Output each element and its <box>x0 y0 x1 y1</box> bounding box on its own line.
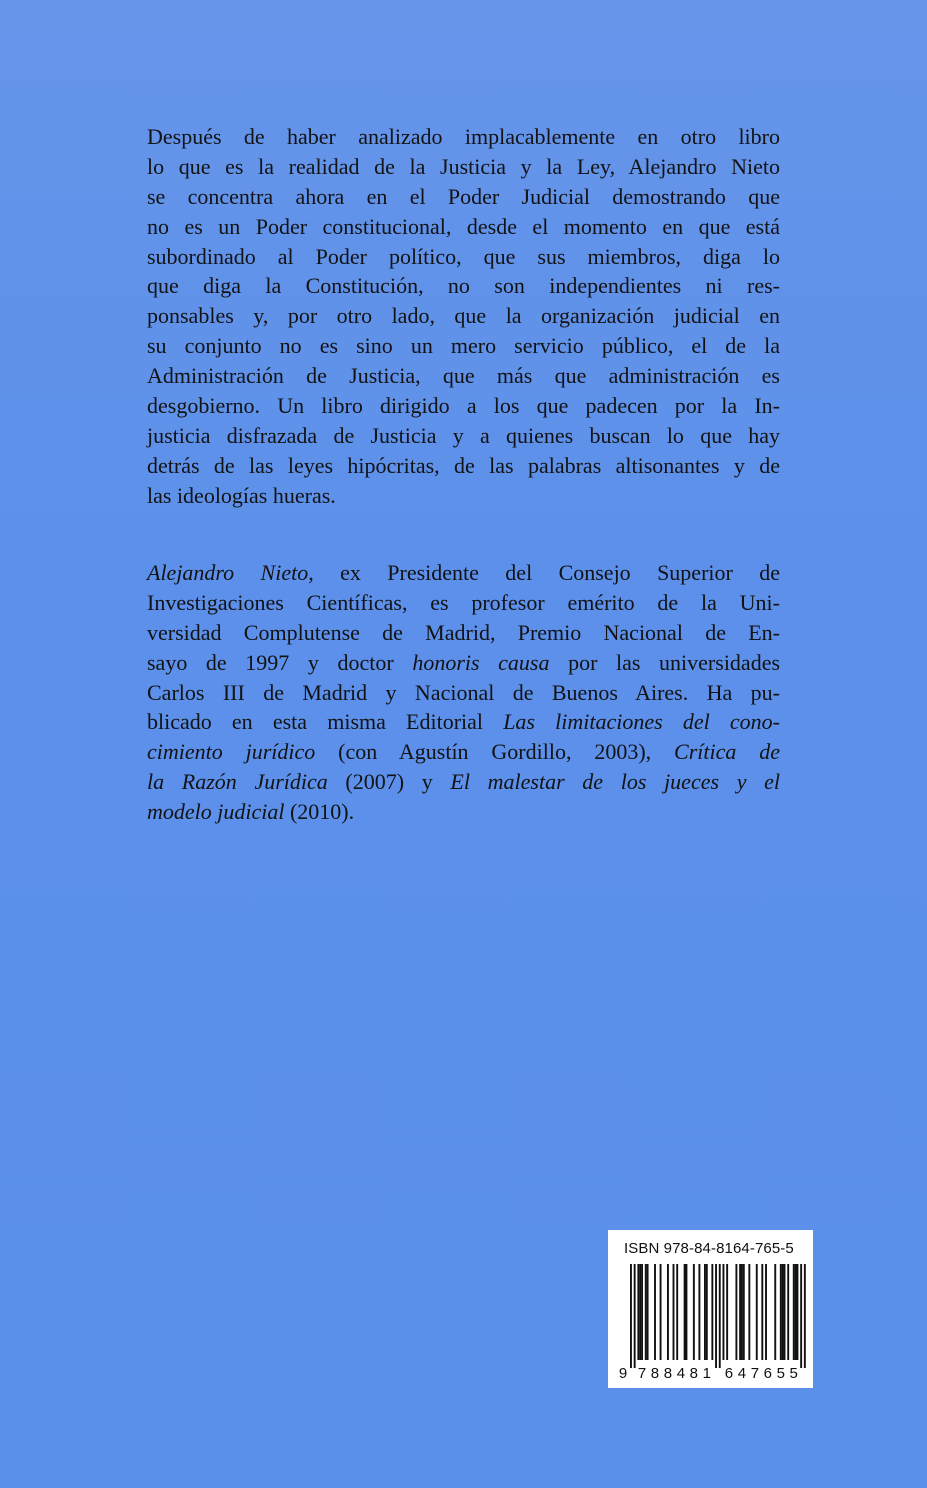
bio-line <box>147 678 780 708</box>
bio-text: , ex Presidente del Consejo Superior de <box>308 560 780 585</box>
bio-line <box>147 737 780 767</box>
barcode-digit: 5 <box>789 1365 798 1382</box>
barcode-bar <box>704 1264 706 1360</box>
synopsis-line: lo que es la realidad de la Justicia y la Ley, Alejandro Nieto <box>147 153 780 179</box>
barcode-bar <box>756 1264 758 1360</box>
barcode-bar <box>748 1264 750 1360</box>
synopsis-line: desgobierno. Un libro dirigido a los que padecen por la In- <box>147 393 780 419</box>
synopsis-paragraph <box>147 122 780 511</box>
barcode-bar <box>797 1264 799 1360</box>
barcode-bar <box>647 1264 649 1360</box>
barcode-bar <box>660 1264 662 1360</box>
barcode-bar <box>654 1264 656 1360</box>
italic-title-text: Las limitaciones del cono- <box>503 709 780 735</box>
bio-text: por las universidades <box>549 649 781 675</box>
barcode-bar <box>693 1264 695 1360</box>
italic-title-text: Crítica de <box>674 739 780 765</box>
barcode-bar <box>676 1264 678 1360</box>
bio-line <box>147 618 780 648</box>
barcode-digit: 9 <box>618 1365 628 1382</box>
barcode-digit: 6 <box>724 1365 734 1382</box>
barcode-digit: 4 <box>676 1365 686 1382</box>
barcode-bar <box>715 1264 717 1368</box>
barcode-bar <box>634 1264 636 1368</box>
barcode-digit: 4 <box>737 1365 747 1382</box>
synopsis-line: subordinado al Poder político, que sus miembros, diga lo <box>147 243 780 269</box>
barcode-bar <box>735 1264 737 1360</box>
barcode-icon <box>616 1264 808 1382</box>
barcode-bar <box>639 1264 641 1360</box>
synopsis-line: Después de haber analizado implacablemente en otro libro <box>147 124 780 149</box>
synopsis-line: que diga la Constitución, no son independientes ni res- <box>147 273 780 299</box>
barcode-digit: 8 <box>663 1365 673 1382</box>
barcode-bar <box>741 1264 743 1360</box>
barcode-bar <box>761 1264 763 1360</box>
synopsis-line: Administración de Justicia, que más que administración es <box>147 363 780 389</box>
synopsis-line: se concentra ahora en el Poder Judicial demostrando que <box>147 183 780 209</box>
barcode-bar <box>774 1264 776 1360</box>
barcode-digit: 1 <box>702 1365 711 1382</box>
barcode-bar <box>765 1264 767 1360</box>
barcode-bar <box>804 1264 806 1368</box>
barcode-bar <box>686 1264 688 1360</box>
italic-title-text: modelo judicial <box>147 799 285 825</box>
bio-line <box>147 588 780 618</box>
barcode-bar <box>743 1264 745 1360</box>
barcode-bar <box>782 1264 784 1360</box>
barcode-bar <box>795 1264 797 1360</box>
barcode-digit: 5 <box>776 1365 785 1382</box>
barcode-digit: 8 <box>689 1365 699 1382</box>
barcode-bar <box>726 1264 728 1360</box>
barcode-bar <box>739 1264 741 1360</box>
barcode-bar <box>641 1264 643 1360</box>
isbn-label: ISBN 978-84-8164-765-5 <box>624 1240 794 1257</box>
synopsis-line: no es un Poder constitucional, desde el momento en que está <box>147 213 780 239</box>
barcode-bar <box>723 1264 725 1360</box>
synopsis-line: detrás de las leyes hipócritas, de las palabras altisonantes y de <box>147 452 780 478</box>
synopsis-line: ponsables y, por otro lado, que la organización judicial en <box>147 303 780 329</box>
bio-text: Carlos III de Madrid y Nacional de Buenos Aires. Ha pu- <box>147 679 780 705</box>
bio-text: (2010). <box>284 799 355 825</box>
bio-line <box>147 797 780 827</box>
barcode-bar <box>684 1264 686 1360</box>
author-bio-paragraph <box>147 558 780 827</box>
bio-line <box>147 767 780 797</box>
bio-text: (con Agustín Gordillo, 2003), <box>315 739 675 765</box>
barcode-bar <box>667 1264 669 1360</box>
synopsis-line: su conjunto no es sino un mero servicio público, el de la <box>147 333 780 359</box>
barcode-bar <box>698 1264 700 1360</box>
italic-title-text: honoris causa <box>412 649 550 675</box>
bio-text: blicado en esta misma Editorial <box>147 709 504 735</box>
bio-text: versidad Complutense de Madrid, Premio Nacional de En- <box>147 619 780 645</box>
barcode-bar <box>800 1264 802 1368</box>
barcode-bar <box>793 1264 795 1360</box>
italic-title-text: la Razón Jurídica <box>147 769 328 795</box>
barcode-bar <box>706 1264 708 1360</box>
isbn-barcode-box <box>608 1230 813 1388</box>
italic-title-text: El malestar de los jueces y el <box>450 769 781 795</box>
barcode-bar <box>784 1264 786 1360</box>
barcode-bar <box>719 1264 721 1368</box>
barcode-digit: 8 <box>650 1365 660 1382</box>
synopsis-line: las ideologías hueras. <box>147 482 336 508</box>
barcode-bar <box>673 1264 675 1360</box>
synopsis-line: justicia disfrazada de Justicia y a quienes buscan lo que hay <box>147 422 780 448</box>
bio-line <box>147 648 780 678</box>
bio-text: sayo de 1997 y doctor <box>147 649 413 675</box>
barcode-digit: 6 <box>763 1365 773 1382</box>
barcode-bar <box>645 1264 647 1360</box>
barcode-bar <box>711 1264 713 1360</box>
bio-line <box>147 558 780 588</box>
barcode-bar <box>780 1264 782 1360</box>
bio-line <box>147 707 780 737</box>
barcode-digit: 7 <box>750 1365 760 1382</box>
barcode-digit: 7 <box>637 1365 647 1382</box>
barcode-bar <box>630 1264 632 1368</box>
bio-text: (2007) y <box>327 769 451 795</box>
italic-title-text: Alejandro Nieto <box>147 560 309 585</box>
barcode-bar <box>637 1264 639 1360</box>
italic-title-text: cimiento jurídico <box>147 739 316 765</box>
barcode-bar <box>787 1264 789 1360</box>
bio-text: Investigaciones Científicas, es profesor emérito de la Uni- <box>147 589 780 615</box>
